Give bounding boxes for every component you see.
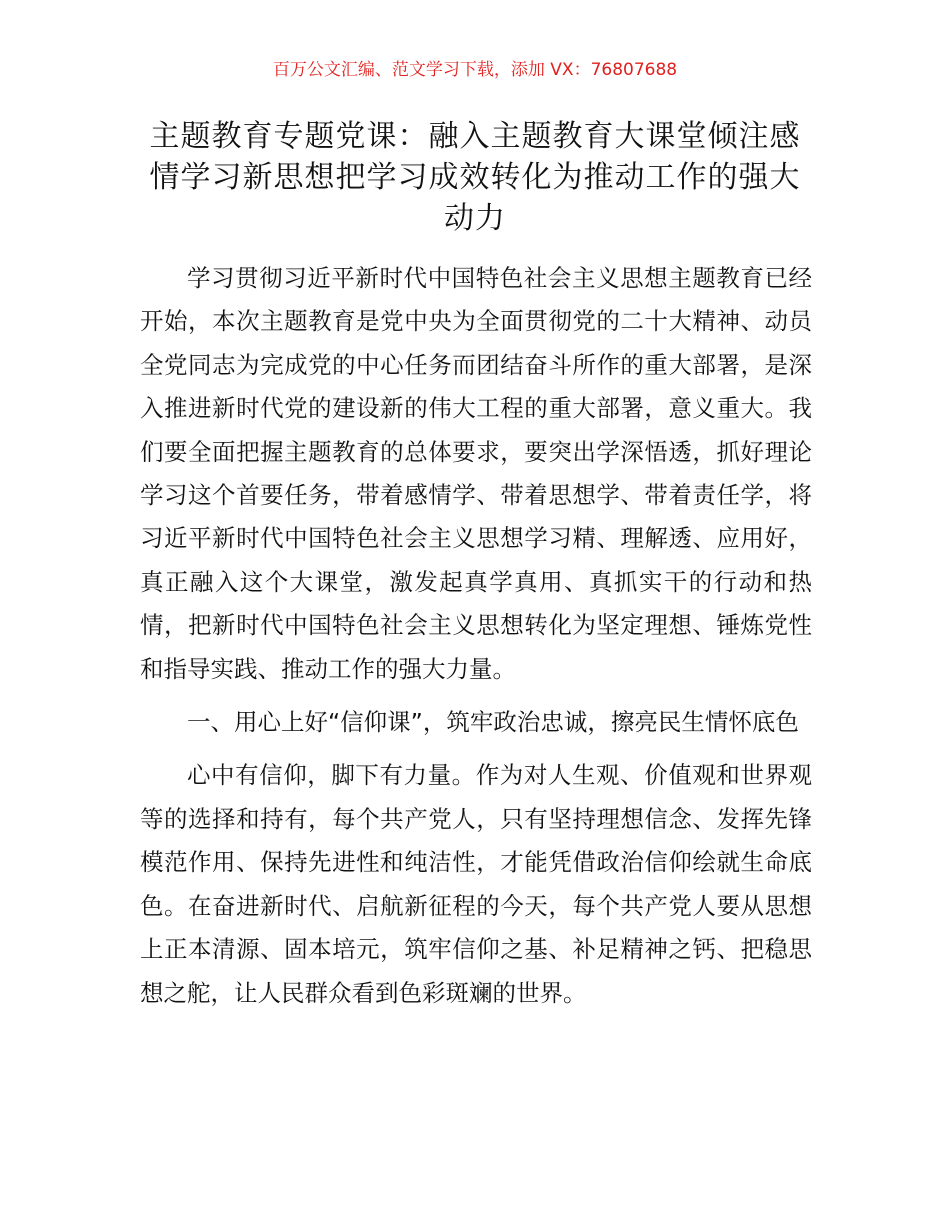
section-heading-1: 一、用心上好“信仰课”，筑牢政治忠诚，擦亮民生情怀底色	[187, 708, 799, 737]
intro-paragraph: 学习贯彻习近平新时代中国特色社会主义思想主题教育已经开始，本次主题教育是党中央为全面贯彻党的二十大精神、动员全党同志为完成党的中心任务而团结奋斗所作的重大部署，是深入推进新时代党的建设新的伟大工程的重大部署，意义重大。我们要全面把握主题教育的总体要求，要突出学深悟透，抓好理论学习这个首要任务，带着感情学、带着思想学、带着责任学，将习近平新时代中国特色社会主义思想学习精、理解透、应用好，真正融入这个大课堂，激发起真学真用、真抓实干的行动和热情，把新时代中国特色社会主义思想转化为坚定理想、锤炼党性和指导实践、推动工作的强大力量。	[140, 264, 812, 683]
promo-banner: 百万公文汇编、范文学习下载，添加 VX：76807688	[272, 60, 678, 80]
section-1-paragraph: 心中有信仰，脚下有力量。作为对人生观、价值观和世界观等的选择和持有，每个共产党人，只有坚持理想信念、发挥先锋模范作用、保持先进性和纯洁性，才能凭借政治信仰绘就生命底色。在奋进新时代、启航新征程的今天，每个共产党人要从思想上正本清源、固本培元，筑牢信仰之基、补足精神之钙、把稳思想之舵，让人民群众看到色彩斑斓的世界。	[140, 761, 812, 1007]
document-body	[140, 257, 812, 1015]
document-title: 主题教育专题党课：融入主题教育大课堂倾注感情学习新思想把学习成效转化为推动工作的强大动力	[149, 119, 801, 236]
